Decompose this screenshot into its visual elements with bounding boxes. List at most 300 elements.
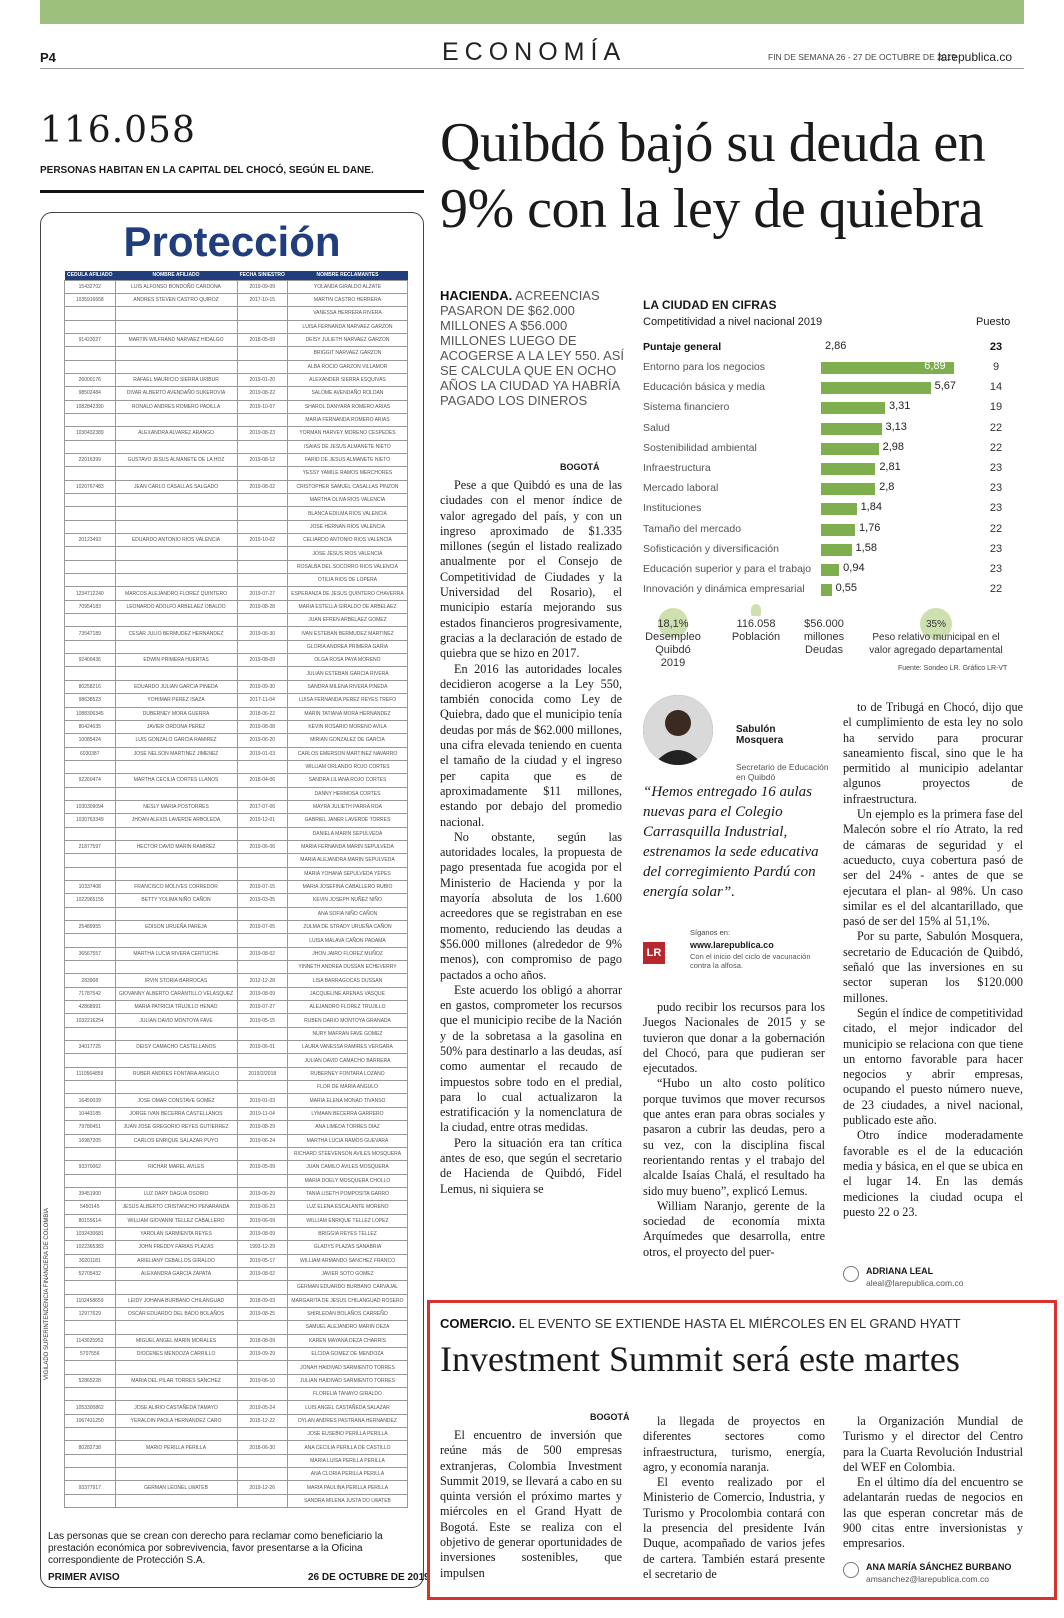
vigilado-label: VIGILADO SUPERINTENDENCIA FINANCIERA DE COLOMBIA — [44, 1207, 50, 1380]
table-row — [65, 1388, 408, 1401]
table-cell — [65, 1174, 116, 1187]
table-cell — [115, 1361, 237, 1374]
table-cell: GIOVANNY ALBERTO CARANTILLO VELASQUEZ — [115, 987, 237, 1000]
chart-value-label: 0,55 — [835, 582, 858, 595]
table-row — [65, 320, 408, 333]
table-row — [65, 467, 408, 480]
table-row — [65, 307, 408, 320]
table-cell — [237, 961, 287, 974]
stat-label: Peso relativo municipal en el valor agregado departamental — [869, 632, 1003, 656]
table-cell: LUZ DARY DAGUA OSORIO — [115, 1187, 237, 1200]
table-cell: 2018-04-06 — [237, 774, 287, 787]
table-cell: YOLANDA GIRALDO ALZATE — [287, 280, 407, 293]
table-cell — [115, 1027, 237, 1040]
table-cell — [65, 320, 116, 333]
chart-rank: 14 — [989, 381, 1003, 394]
table-cell: ALEJANDRO FLOREZ TRUJILLO — [287, 1001, 407, 1014]
table-cell — [237, 360, 287, 373]
table-cell: JAVIER SOTO GOMEZ — [287, 1267, 407, 1280]
chart-bar — [821, 463, 875, 475]
table-row — [65, 814, 408, 827]
table-row — [65, 480, 408, 493]
ad-column-header: FECHA SINIESTRO — [237, 271, 287, 280]
main-email[interactable]: aleal@larepublica.com.co — [866, 1278, 964, 1288]
table-cell: MAYRA JULIETH PARRA ROA — [287, 800, 407, 813]
table-cell: JUAN EFREN ARBELAEZ GOMEZ — [287, 614, 407, 627]
table-row — [65, 987, 408, 1000]
table-row — [65, 1494, 408, 1507]
table-cell — [237, 520, 287, 533]
table-cell: 26000176 — [65, 373, 116, 386]
table-cell: JULIAN ESTEBAN GARCIA RIVERA — [287, 667, 407, 680]
table-cell — [237, 614, 287, 627]
chart-row — [643, 459, 1013, 479]
table-row — [65, 1001, 408, 1014]
table-cell: CELIARDO ANTONIO RIOS VALENCIA — [287, 534, 407, 547]
table-cell: 10443185 — [65, 1107, 116, 1120]
table-cell: DUBERNEY MORA GUERRA — [115, 707, 237, 720]
ad-column-header: NOMBRE RECLAMANTES — [287, 271, 407, 280]
chart-rank: 22 — [989, 421, 1003, 434]
table-cell: 2015-12-22 — [237, 1414, 287, 1427]
table-cell: 2019-08-28 — [237, 600, 287, 613]
table-row — [65, 961, 408, 974]
chart-category-label: Innovación y dinámica empresarial — [643, 583, 805, 596]
table-cell: KEVIN ROSARIO MORENO AVILA — [287, 720, 407, 733]
chart-bar — [821, 544, 852, 556]
table-cell: MARIO PERILLA PERILLA — [115, 1441, 237, 1454]
main-column-2 — [643, 1000, 825, 1260]
stat-caption: PERSONAS HABITAN EN LA CAPITAL DEL CHOCÓ, SEGÚN EL DANE. — [40, 165, 374, 176]
table-cell: MARIA PAULINA PERILLA PERILLA — [287, 1481, 407, 1494]
table-cell: JAVIER ORDONA PEREZ — [115, 720, 237, 733]
table-cell: JOSE HERNAN RIOS VALENCIA — [287, 520, 407, 533]
table-cell: 2019-06-20 — [237, 734, 287, 747]
table-cell — [237, 787, 287, 800]
table-cell — [115, 560, 237, 573]
table-row — [65, 1214, 408, 1227]
chart-value-label: 2,8 — [879, 481, 895, 494]
stat-value: 116.058 — [736, 618, 776, 630]
table-cell: 2019-05-09 — [237, 1161, 287, 1174]
article2-email[interactable]: amsanchez@larepublica.com.co — [866, 1574, 989, 1584]
table-cell: 10085424 — [65, 734, 116, 747]
paragraph: la Organización Mundial de Turismo y el director del Centro para la Cuarta Revolución Industrial del WEF en Colombia. — [843, 1414, 1023, 1474]
table-row — [65, 1227, 408, 1240]
top-color-bar — [40, 0, 1024, 24]
table-cell: 2019/2/2018 — [237, 1067, 287, 1080]
table-cell — [237, 934, 287, 947]
table-cell — [65, 961, 116, 974]
table-cell: VANESSA HERRERA RIVERA — [287, 307, 407, 320]
table-cell: RUBERNEY FONTARA LOZANO — [287, 1067, 407, 1080]
table-cell — [65, 1388, 116, 1401]
table-cell: GERMAN EDUARDO BURBANO CARVAJAL — [287, 1281, 407, 1294]
table-cell — [237, 494, 287, 507]
table-cell: NURY MAFRAN FAVE GOMEZ — [287, 1027, 407, 1040]
table-cell: 2012-12-28 — [237, 974, 287, 987]
section-title: ECONOMÍA — [442, 38, 627, 66]
table-cell: DANNY HERMOSA CORTES — [287, 787, 407, 800]
table-cell — [115, 827, 237, 840]
stat-item — [721, 618, 791, 644]
table-cell: 2019-06-01 — [237, 1041, 287, 1054]
table-cell: YERALDIN PAOLA HERNANDEZ CARO — [115, 1414, 237, 1427]
chart-bar — [821, 423, 882, 435]
table-cell — [237, 574, 287, 587]
table-cell: FRANCISCO MOLIVES CORREDOR — [115, 880, 237, 893]
table-cell: MARIN TATIANA MORA HERNANDEZ — [287, 707, 407, 720]
table-cell — [65, 854, 116, 867]
article2-headline: Investment Summit será este martes — [440, 1339, 960, 1379]
table-cell: 16987205 — [65, 1134, 116, 1147]
dateline: FIN DE SEMANA 26 - 27 DE OCTUBRE DE 2019 — [768, 52, 957, 62]
table-cell — [65, 494, 116, 507]
table-cell: 80282738 — [65, 1441, 116, 1454]
table-cell — [115, 494, 237, 507]
table-row — [65, 1481, 408, 1494]
table-cell: 2019-07-27 — [237, 1001, 287, 1014]
table-cell — [65, 520, 116, 533]
table-cell: 2019-07-15 — [237, 880, 287, 893]
table-cell: CRISTOPHER SAMUEL CASALLAS PINZON — [287, 480, 407, 493]
table-cell — [65, 1468, 116, 1481]
table-cell — [65, 307, 116, 320]
chart-category-label: Tamaño del mercado — [643, 522, 742, 535]
table-cell: EDWIN PRIMERA HUERTAS — [115, 654, 237, 667]
table-cell: LUISA FERNANDA PEREZ REYES TREFO — [287, 694, 407, 707]
table-cell — [237, 320, 287, 333]
ad-date: 26 DE OCTUBRE DE 2019 — [308, 1572, 430, 1583]
table-cell — [237, 560, 287, 573]
table-cell: JEAN CARLO CASALLAS SALGADO — [115, 480, 237, 493]
table-cell: JOSE EUSEBIO PERILLA PERILLA — [287, 1428, 407, 1441]
table-cell: KEVIN JOSEPH NUÑEZ NIÑO — [287, 894, 407, 907]
table-cell: CARLOS ENRIQUE SALAZAR PUYO — [115, 1134, 237, 1147]
table-cell — [65, 413, 116, 426]
table-cell: ALEXANDER SIERRA ESQUIVAS — [287, 373, 407, 386]
table-row — [65, 400, 408, 413]
table-row — [65, 800, 408, 813]
quote-name: Sabulón Mosquera — [736, 724, 784, 746]
table-cell: 1088306345 — [65, 707, 116, 720]
table-cell: RONALD ANDRES ROMERO PADILLA — [115, 400, 237, 413]
table-cell — [65, 1494, 116, 1507]
table-cell: LUISA MALAVA CAÑON PADAMA — [287, 934, 407, 947]
chart-category-label: Mercado laboral — [643, 482, 719, 495]
chart-value-label: 3,13 — [885, 420, 907, 433]
paragraph: Pero la situación era tan crítica antes de eso, que según el secretario de Hacienda de Quibdó, Fidel Lemus, ni siquiera se — [440, 1135, 622, 1196]
table-cell: 2019-09-30 — [237, 680, 287, 693]
table-cell — [65, 787, 116, 800]
table-cell: 52865228 — [65, 1374, 116, 1387]
table-cell: 25489955 — [65, 921, 116, 934]
table-cell: LUIS ALFONSO BONDOÑO CARDONA — [115, 280, 237, 293]
table-cell: 1020767483 — [65, 480, 116, 493]
table-cell: 16450039 — [65, 1094, 116, 1107]
table-row — [65, 1321, 408, 1334]
table-row — [65, 720, 408, 733]
table-cell: JHON JAIRO FLOREZ MUÑOZ — [287, 947, 407, 960]
table-cell: LAURA VANESSA RAMIRES VERGARA — [287, 1041, 407, 1054]
table-cell: 2017-11-04 — [237, 694, 287, 707]
table-row — [65, 1307, 408, 1320]
ad-footer-text: Las personas que se crean con derecho para reclamar como beneficiario la prestación económica por sobrevivencia, favor presentarse a la Oficina correspondiente de Protección S.A. — [48, 1531, 383, 1566]
table-cell: 92400436 — [65, 654, 116, 667]
table-cell: 2019-11-04 — [237, 1107, 287, 1120]
table-cell: 1234712240 — [65, 587, 116, 600]
chart-summary-rank: 23 — [989, 341, 1003, 353]
table-row — [65, 774, 408, 787]
table-row — [65, 1468, 408, 1481]
table-cell: JHOAN ALEXIS LAVERDE ARBOLEDA — [115, 814, 237, 827]
table-row — [65, 907, 408, 920]
table-cell — [115, 1454, 237, 1467]
chart-category-label: Salud — [643, 421, 670, 434]
chart-category-label: Educación superior y para el trabajo — [643, 563, 812, 575]
table-row — [65, 1014, 408, 1027]
table-cell: OLGA ROSA PAYA MORENO — [287, 654, 407, 667]
stat-value: 35% — [925, 619, 946, 630]
table-cell — [115, 1468, 237, 1481]
table-cell — [115, 907, 237, 920]
table-cell — [237, 667, 287, 680]
table-cell — [65, 1454, 116, 1467]
table-cell — [65, 1281, 116, 1294]
table-cell — [237, 1027, 287, 1040]
table-cell: 2019-10-07 — [237, 400, 287, 413]
chart-bar — [821, 382, 931, 394]
table-row — [65, 520, 408, 533]
table-cell: MARTIN CASTRO HERRERA — [287, 293, 407, 306]
table-cell: 1143025952 — [65, 1334, 116, 1347]
ad-first-notice: PRIMER AVISO — [48, 1572, 120, 1583]
table-row — [65, 1161, 408, 1174]
stat-item — [793, 618, 855, 657]
table-row — [65, 600, 408, 613]
chart-row — [643, 580, 1013, 600]
stat-item — [861, 618, 1011, 657]
table-cell — [65, 667, 116, 680]
table-row — [65, 387, 408, 400]
table-cell: WILLIAM GIOVANNI TELLEZ CABALLERO — [115, 1214, 237, 1227]
table-cell: JULIAN HAIDIVAD SARMIENTO TORRES — [287, 1374, 407, 1387]
table-cell: ARIELIANY CEBALLOS GIRALDO — [115, 1254, 237, 1267]
table-cell: LISA BARRAGOCAS DUSSAN — [287, 974, 407, 987]
table-cell: 5707556 — [65, 1348, 116, 1361]
table-row — [65, 333, 408, 346]
table-cell: 2017-10-15 — [237, 293, 287, 306]
table-cell: DYLAN ANDRES PASTRANA HERNANDEZ — [287, 1414, 407, 1427]
table-cell — [237, 440, 287, 453]
table-cell: YOHIMAR PEREZ ISAZA — [115, 694, 237, 707]
chart-stats — [643, 608, 1013, 668]
table-cell: 2018-06-22 — [237, 707, 287, 720]
table-cell: 79780451 — [65, 1121, 116, 1134]
table-cell — [115, 667, 237, 680]
table-cell: 91423027 — [65, 333, 116, 346]
paragraph: “Hubo un alto costo político porque tuvimos que mover recursos que antes eran para obras sociales y pasaron a cubrir las deudas, pero a su vez, con la disciplina fiscal reorientando rentas y el trabajo del alcalde Isaías Chalá, el resultado ha sido muy bueno”, explicó Lemus. — [643, 1076, 825, 1198]
stat-number: 116.058 — [40, 110, 196, 151]
table-cell: BRIGGIT NARVAEZ GARZON — [287, 347, 407, 360]
table-cell: ESPERANZA DE JESUS QUINTERO CHAVERRA — [287, 587, 407, 600]
ad-column-header: NOMBRE AFILIADO — [115, 271, 237, 280]
table-cell — [237, 1054, 287, 1067]
chart-value-label: 5,67 — [934, 380, 957, 393]
table-cell: FLOR DE MARIA ANGULO — [287, 1081, 407, 1094]
table-cell: ANA CECILIA PERILLA DE CASTILLO — [287, 1441, 407, 1454]
table-row — [65, 614, 408, 627]
article2-byline: ANA MARÍA SÁNCHEZ BURBANO — [866, 1562, 1012, 1572]
table-row — [65, 627, 408, 640]
main-kicker: HACIENDA. ACREENCIAS PASARON DE $62.000 MILLONES A $56.000 MILLONES LUEGO DE ACOGERSE A LA LEY 550. ASÍ SE CALCULA QUE EN OCHO AÑOS LA CIUDAD YA HABRÍA PAGADO LOS DINEROS — [440, 288, 625, 408]
table-cell: 1032430681 — [65, 1227, 116, 1240]
lr-site-desc: Con el inicio del ciclo de vacunación contra la alfosa. — [690, 952, 811, 970]
chart-value-label: 2,81 — [879, 461, 901, 473]
chart-rank: 23 — [989, 563, 1003, 575]
table-row — [65, 1454, 408, 1467]
table-cell: RICHARD STEEVENSON AVILES MOSQUERA — [287, 1147, 407, 1160]
table-row — [65, 360, 408, 373]
table-cell: JOHN FREDDY FARIAS PLAZAS — [115, 1241, 237, 1254]
table-cell: RUBER ANDRES FONTARA ANGULO — [115, 1067, 237, 1080]
table-cell: MARGARITA DE JESUS CHILANGUAD ROSERO — [287, 1294, 407, 1307]
chart-category-label: Sofisticación y diversificación — [643, 542, 779, 555]
table-cell: JORGE IVAN BECERRA CASTELLANOS — [115, 1107, 237, 1120]
table-cell: ANDRES STEVEN CASTRO QUIROZ — [115, 293, 237, 306]
table-cell: 2019-09-09 — [237, 280, 287, 293]
table-cell: YINNETH ANDREA DUSSAN ECHEVERRY — [287, 961, 407, 974]
site-link[interactable]: larepublica.co — [938, 50, 1013, 64]
chart-row — [643, 398, 1013, 418]
paragraph: No obstante, según las autoridades locales, la propuesta de pago presentada fue acogida por el Ministerio de Hacienda y por la mayoría absoluta de los 1.600 acreedores que se registraban en ese momento, reduciendo las deudas a $56.000 millones (alrededor de 9% menos), con compromiso de pago pactados a ocho años. — [440, 829, 622, 982]
table-cell — [65, 907, 116, 920]
table-cell — [115, 1054, 237, 1067]
table-cell: 2019-01-03 — [237, 1094, 287, 1107]
lr-site-link[interactable]: www.larepublica.co — [690, 940, 774, 950]
table-cell: MARIA FERNANDA MARIN SEPULVEDA — [287, 840, 407, 853]
table-cell — [237, 347, 287, 360]
table-cell: 1032216254 — [65, 1014, 116, 1027]
table-cell: 1035916658 — [65, 293, 116, 306]
table-cell: GUSTAVO JESUS ALMANETE DE LA HOZ — [115, 453, 237, 466]
table-cell: MARIA DEL PILAR TORRES SANCHEZ — [115, 1374, 237, 1387]
table-cell — [65, 614, 116, 627]
table-cell — [237, 640, 287, 653]
table-cell — [115, 961, 237, 974]
table-cell: ISAIAS DE JESUS ALMANETE NIETO — [287, 440, 407, 453]
table-cell — [115, 413, 237, 426]
chart-summary-row — [643, 338, 1013, 358]
table-row — [65, 947, 408, 960]
quote-text: “Hemos entregado 16 aulas nuevas para el Colegio Carrasquilla Industrial, estrenamos la sede educativa del corregimiento Pardú con energía solar”. — [643, 784, 819, 900]
table-cell — [115, 1321, 237, 1334]
table-cell: RICHAR MAREL AVILES — [115, 1161, 237, 1174]
table-cell — [237, 507, 287, 520]
table-row — [65, 827, 408, 840]
table-cell: BRIGGIA REYES TELLEZ — [287, 1227, 407, 1240]
table-cell: 2019-06-30 — [237, 627, 287, 640]
table-cell — [115, 467, 237, 480]
table-cell: JOSE ALIRIO CASTAÑEDA TAMAYO — [115, 1401, 237, 1414]
chart-row — [643, 419, 1013, 439]
table-cell: ANA CLORIA PERILLA PERILLA — [287, 1468, 407, 1481]
table-cell: MARIA ELENA MONAD TIVANSO — [287, 1094, 407, 1107]
table-row — [65, 587, 408, 600]
chart-row — [643, 378, 1013, 398]
chart-rank: 23 — [989, 462, 1003, 474]
table-cell: 2019-06-10 — [237, 1374, 287, 1387]
table-cell: 1053300862 — [65, 1401, 116, 1414]
table-cell: 2019-01-20 — [237, 373, 287, 386]
table-cell — [115, 1147, 237, 1160]
table-cell: JULIAN DAVID CAMACHO BARRERA — [287, 1054, 407, 1067]
table-cell: 283908 — [65, 974, 116, 987]
table-cell: 2019-05-15 — [237, 1014, 287, 1027]
table-cell: SHAROL DANYARA ROMERO ARIAS — [287, 400, 407, 413]
table-row — [65, 534, 408, 547]
table-row — [65, 867, 408, 880]
table-cell: 10337408 — [65, 880, 116, 893]
stat-label: Desempleo Quibdó 2019 — [645, 631, 701, 669]
table-cell: ROSALBA DEL SOCORRO RIOS VALENCIA — [287, 560, 407, 573]
person-icon — [643, 695, 713, 765]
table-cell: 71787542 — [65, 987, 116, 1000]
table-cell: JOSE NELSON MARTINEZ JIMENEZ — [115, 747, 237, 760]
table-cell: MARIA ALEJANDRA MARIN SEPULVEDA — [287, 854, 407, 867]
table-row — [65, 1348, 408, 1361]
table-cell — [65, 1361, 116, 1374]
table-cell: 2019-08-08 — [237, 720, 287, 733]
table-cell — [115, 347, 237, 360]
table-cell — [237, 467, 287, 480]
paragraph: Este acuerdo los obligó a ahorrar en gastos, comprometer los recursos que el municipio recibe de la Nación y de la sobretasa a la gasolina en 50% para destinarlo a las deudas, así como aumentar el recaudo de impuestos sobre todo en el predial, para lo cual actualizaron la estratificación y la nomenclatura de la ciudad, entre otras medidas. — [440, 982, 622, 1135]
paragraph: Un ejemplo es la primera fase del Malecón sobre el río Atrato, la red de cámaras de seguridad y el acueducto, cuya cobertura pasó de ser del 24% - antes de que se ejecutara el plan- al 98%. Un caso similar es el del alcantarillado, que pasó de ser del 15% al 51,1%. — [843, 807, 1023, 929]
table-cell — [65, 934, 116, 947]
stat-label: Deudas — [805, 644, 843, 656]
table-cell: ZULMA DE STRADY URUEÑA CAÑON — [287, 921, 407, 934]
table-cell: ALEXANDRA GARCIA ZAPATA — [115, 1267, 237, 1280]
lr-logo: LR — [643, 942, 665, 964]
table-cell: YESSY YAMILE RAMOS MERCHORES — [287, 467, 407, 480]
table-cell: 5450145 — [65, 1201, 116, 1214]
table-cell: EDUARDO JULIAN GARCIA PINEDA — [115, 680, 237, 693]
table-cell — [65, 547, 116, 560]
table-cell: 1993-12-29 — [237, 1241, 287, 1254]
table-cell: MARIA FERNANDA ROMERO ARIAS — [287, 413, 407, 426]
chart-category-label: Instituciones — [643, 502, 702, 515]
chart-row — [643, 560, 1013, 580]
table-cell: 2018-05-09 — [237, 333, 287, 346]
table-cell — [65, 1027, 116, 1040]
paragraph: Por su parte, Sabulón Mosquera, secretario de Educación de Quibdó, señaló que las inversiones en su sector superan los $120.000 millones. — [843, 929, 1023, 1005]
table-row — [65, 1441, 408, 1454]
table-row — [65, 1267, 408, 1280]
table-cell: JESUS ALBERTO CRISTANCHO PENARANDA — [115, 1201, 237, 1214]
chart-title: LA CIUDAD EN CIFRAS — [643, 298, 777, 312]
chart-value-label: 6,89 — [924, 360, 946, 372]
table-row — [65, 1147, 408, 1160]
chart-rank: 23 — [989, 502, 1003, 515]
table-cell — [65, 867, 116, 880]
chart-rank: 23 — [989, 542, 1003, 555]
table-row — [65, 934, 408, 947]
paragraph: William Naranjo, gerente de la sociedad de economía mixta Arquímedes que desarrolla, entre otros, el proyecto del puer- — [643, 1198, 825, 1259]
paragraph: Pese a que Quibdó es una de las ciudades con el menor índice de valor agregado del país, y con un ingreso aproximado de $1.335 millones (según el listado realizado anualmente por el Consejo de Competitividad de Ciudades y la Universidad del Rosario), el municipio estaría mejorando sus estados financieros progresivamente, gracias a la declaración de estado de quiebra que se hizo en 2017. — [440, 478, 622, 661]
table-cell: MARTHA OLIVA RIOS VALENCIA — [287, 494, 407, 507]
table-row — [65, 507, 408, 520]
table-cell — [65, 1081, 116, 1094]
